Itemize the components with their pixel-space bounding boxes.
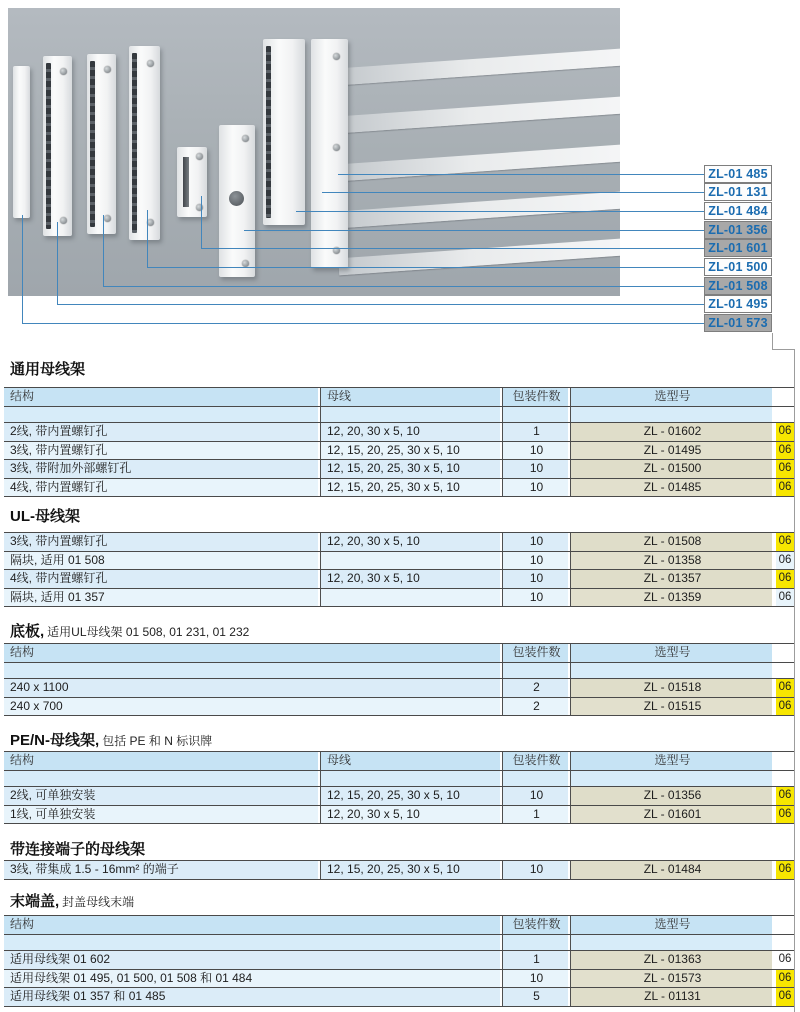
busbar-rail — [338, 48, 620, 85]
contact-strip — [266, 46, 271, 218]
cell-model-no: ZL - 01363 — [570, 951, 774, 969]
empty-subheader-cell — [4, 935, 502, 950]
cell-pack-qty: 10 — [502, 589, 570, 607]
cell-pack-qty: 1 — [502, 806, 570, 824]
table-row — [4, 679, 794, 698]
section-subtitle-text: 适用UL母线架 01 508, 01 231, 01 232 — [47, 625, 250, 639]
cell-busbar: 12, 20, 30 x 5, 10 — [320, 533, 502, 551]
callout-connector-line — [772, 349, 795, 350]
column-header-busbar: 母线 — [320, 388, 502, 406]
empty-subheader-cell — [320, 771, 502, 786]
leader-line — [244, 230, 704, 231]
section-title — [10, 838, 145, 859]
cell-page-ref: 06 — [774, 460, 794, 478]
busbar-rail — [338, 96, 620, 133]
leader-line — [147, 267, 704, 268]
cell-structure: 240 x 700 — [4, 698, 502, 716]
screw-icon — [104, 215, 111, 222]
cell-structure: 3线, 带集成 1.5 - 16mm² 的端子 — [4, 861, 320, 879]
table-row — [4, 644, 794, 663]
leader-line-vertical — [147, 210, 148, 267]
mounting-hole — [229, 191, 244, 206]
cell-structure: 隔块, 适用 01 357 — [4, 589, 320, 607]
empty-subheader-cell — [502, 663, 570, 678]
empty-subheader-cell — [570, 771, 774, 786]
contact-strip — [46, 63, 51, 229]
table-row — [4, 771, 794, 787]
table-row — [4, 970, 794, 989]
product-photo — [8, 8, 620, 296]
part-number-label: ZL-01 495 — [704, 295, 772, 313]
cell-pack-qty: 10 — [502, 533, 570, 551]
cell-pack-qty: 10 — [502, 479, 570, 497]
catalog-table — [4, 532, 794, 607]
cell-model-no: ZL - 01508 — [570, 533, 774, 551]
cell-busbar: 12, 20, 30 x 5, 10 — [320, 570, 502, 588]
screw-icon — [242, 260, 249, 267]
cell-structure: 3线, 带内置螺钉孔 — [4, 533, 320, 551]
cell-pack-qty: 1 — [502, 951, 570, 969]
table-row — [4, 479, 794, 498]
cell-page-ref: 06 — [774, 552, 794, 570]
cell-pack-qty: 2 — [502, 679, 570, 697]
cell-pack-qty: 10 — [502, 552, 570, 570]
section-title-text: 底板, — [10, 623, 45, 640]
cell-page-ref: 06 — [774, 533, 794, 551]
section-title — [10, 729, 212, 750]
header-spacer — [774, 771, 794, 786]
cell-page-ref: 06 — [774, 479, 794, 497]
screw-icon — [196, 153, 203, 160]
column-header-model-no: 选型号 — [570, 752, 774, 770]
header-spacer — [774, 388, 794, 406]
screw-icon — [147, 60, 154, 67]
table-row — [4, 935, 794, 951]
cell-page-ref: 06 — [774, 570, 794, 588]
busbar-support-4pole — [129, 46, 160, 240]
leader-line — [322, 192, 704, 193]
empty-subheader-cell — [4, 663, 502, 678]
cell-busbar: 12, 15, 20, 25, 30 x 5, 10 — [320, 479, 502, 497]
header-spacer — [774, 644, 794, 662]
leader-line — [201, 248, 704, 249]
cell-busbar — [320, 589, 502, 607]
section-title-text: 通用母线架 — [10, 361, 86, 378]
section-title — [10, 620, 249, 641]
empty-subheader-cell — [4, 407, 320, 422]
cell-page-ref: 06 — [774, 698, 794, 716]
header-spacer — [774, 407, 794, 422]
cell-model-no: ZL - 01573 — [570, 970, 774, 988]
cell-page-ref: 06 — [774, 423, 794, 441]
cell-model-no: ZL - 01359 — [570, 589, 774, 607]
table-row — [4, 589, 794, 608]
cell-busbar: 12, 15, 20, 25, 30 x 5, 10 — [320, 787, 502, 805]
leader-line-vertical — [201, 196, 202, 248]
contact-strip — [90, 61, 95, 227]
cell-structure: 1线, 可单独安装 — [4, 806, 320, 824]
column-header-pack-qty: 包装件数 — [502, 916, 570, 934]
cell-structure: 适用母线架 01 495, 01 500, 01 508 和 01 484 — [4, 970, 502, 988]
header-spacer — [774, 935, 794, 950]
empty-subheader-cell — [502, 935, 570, 950]
cell-busbar: 12, 15, 20, 25, 30 x 5, 10 — [320, 442, 502, 460]
slot — [183, 157, 189, 207]
cell-pack-qty: 10 — [502, 570, 570, 588]
cell-pack-qty: 1 — [502, 423, 570, 441]
cell-page-ref: 06 — [774, 679, 794, 697]
column-header-busbar: 母线 — [320, 752, 502, 770]
busbar-support-3pole — [87, 54, 116, 234]
section-title-text: UL-母线架 — [10, 508, 80, 525]
spacer-block — [177, 147, 207, 217]
cell-model-no: ZL - 01484 — [570, 861, 774, 879]
column-header-model-no: 选型号 — [570, 644, 774, 662]
cell-page-ref: 06 — [774, 589, 794, 607]
cell-structure: 适用母线架 01 357 和 01 485 — [4, 988, 502, 1006]
column-header-model-no: 选型号 — [570, 916, 774, 934]
part-number-label: ZL-01 508 — [704, 277, 772, 295]
empty-subheader-cell — [570, 663, 774, 678]
table-row — [4, 388, 794, 407]
empty-subheader-cell — [502, 771, 570, 786]
empty-subheader-cell — [570, 935, 774, 950]
column-header-structure: 结构 — [4, 388, 320, 406]
table-row — [4, 752, 794, 771]
section-title — [10, 890, 134, 911]
screw-icon — [104, 66, 111, 73]
cell-structure: 240 x 1100 — [4, 679, 502, 697]
catalog-table — [4, 915, 794, 1007]
busbar-rail — [338, 144, 620, 181]
column-header-pack-qty: 包装件数 — [502, 644, 570, 662]
cell-pack-qty: 2 — [502, 698, 570, 716]
screw-icon — [147, 219, 154, 226]
column-header-model-no: 选型号 — [570, 388, 774, 406]
cell-model-no: ZL - 01500 — [570, 460, 774, 478]
part-number-label: ZL-01 485 — [704, 165, 772, 183]
section-title-text: 末端盖, — [10, 893, 60, 910]
section-title-text: 带连接端子的母线架 — [10, 841, 146, 858]
leader-line-vertical — [103, 215, 104, 286]
cell-model-no: ZL - 01358 — [570, 552, 774, 570]
section-subtitle-text: 封盖母线末端 — [62, 895, 135, 909]
table-row — [4, 663, 794, 679]
part-number-label: ZL-01 131 — [704, 183, 772, 201]
section-subtitle-text: 包括 PE 和 N 标识牌 — [102, 734, 213, 748]
cell-model-no: ZL - 01515 — [570, 698, 774, 716]
cell-pack-qty: 10 — [502, 787, 570, 805]
cell-busbar: 12, 15, 20, 25, 30 x 5, 10 — [320, 460, 502, 478]
part-number-label: ZL-01 500 — [704, 258, 772, 276]
empty-subheader-cell — [4, 771, 320, 786]
table-row — [4, 552, 794, 571]
busbar-rail — [338, 191, 620, 228]
busbar-support-single — [219, 125, 255, 277]
screw-icon — [333, 53, 340, 60]
cell-page-ref: 06 — [774, 861, 794, 879]
empty-subheader-cell — [502, 407, 570, 422]
catalog-table — [4, 643, 794, 716]
table-row — [4, 988, 794, 1007]
leader-line — [103, 286, 704, 287]
screw-icon — [242, 135, 249, 142]
cell-model-no: ZL - 01495 — [570, 442, 774, 460]
cell-busbar: 12, 15, 20, 25, 30 x 5, 10 — [320, 861, 502, 879]
table-row — [4, 407, 794, 423]
cell-structure: 3线, 带附加外部螺钉孔 — [4, 460, 320, 478]
cell-model-no: ZL - 01485 — [570, 479, 774, 497]
cell-page-ref: 06 — [774, 970, 794, 988]
cell-structure: 隔块, 适用 01 508 — [4, 552, 320, 570]
cell-pack-qty: 10 — [502, 970, 570, 988]
table-row — [4, 787, 794, 806]
cell-structure: 2线, 可单独安装 — [4, 787, 320, 805]
table-row — [4, 533, 794, 552]
screw-icon — [60, 68, 67, 75]
cell-model-no: ZL - 01602 — [570, 423, 774, 441]
section-title-text: PE/N-母线架, — [10, 732, 100, 749]
table-row — [4, 951, 794, 970]
busbar-rail — [338, 238, 620, 275]
catalog-table — [4, 860, 794, 880]
section-title — [10, 505, 80, 526]
busbar-support-end-section — [13, 66, 30, 218]
empty-subheader-cell — [570, 407, 774, 422]
cell-structure: 2线, 带内置螺钉孔 — [4, 423, 320, 441]
busbar-support-2pole — [43, 56, 72, 236]
leader-line — [57, 304, 704, 305]
cell-pack-qty: 10 — [502, 861, 570, 879]
part-number-label: ZL-01 484 — [704, 202, 772, 220]
cell-page-ref: 06 — [774, 951, 794, 969]
header-spacer — [774, 752, 794, 770]
cell-pack-qty: 10 — [502, 460, 570, 478]
empty-subheader-cell — [320, 407, 502, 422]
table-row — [4, 861, 794, 880]
cell-busbar: 12, 20, 30 x 5, 10 — [320, 806, 502, 824]
column-header-pack-qty: 包装件数 — [502, 388, 570, 406]
cell-structure: 适用母线架 01 602 — [4, 951, 502, 969]
table-row — [4, 916, 794, 935]
leader-line — [338, 174, 704, 175]
table-row — [4, 460, 794, 479]
cell-page-ref: 06 — [774, 806, 794, 824]
cell-busbar: 12, 20, 30 x 5, 10 — [320, 423, 502, 441]
table-row — [4, 570, 794, 589]
cell-pack-qty: 10 — [502, 442, 570, 460]
cell-model-no: ZL - 01601 — [570, 806, 774, 824]
column-header-structure: 结构 — [4, 916, 502, 934]
header-spacer — [774, 663, 794, 678]
leader-line — [22, 323, 704, 324]
table-row — [4, 806, 794, 825]
catalog-table — [4, 751, 794, 824]
column-header-structure: 结构 — [4, 752, 320, 770]
cell-busbar — [320, 552, 502, 570]
catalog-table — [4, 387, 794, 497]
screw-icon — [333, 144, 340, 151]
busbar-support-mounted — [311, 39, 348, 268]
table-row — [4, 698, 794, 717]
screw-icon — [60, 217, 67, 224]
leader-line — [296, 211, 704, 212]
leader-line-vertical — [57, 222, 58, 304]
part-number-label: ZL-01 356 — [704, 221, 772, 239]
table-row — [4, 442, 794, 461]
leader-line-vertical — [22, 215, 23, 323]
header-spacer — [774, 916, 794, 934]
page-edge-rule — [794, 349, 795, 1012]
cell-page-ref: 06 — [774, 988, 794, 1006]
busbar-support-terminal — [263, 39, 305, 225]
cell-structure: 3线, 带内置螺钉孔 — [4, 442, 320, 460]
column-header-pack-qty: 包装件数 — [502, 752, 570, 770]
cell-structure: 4线, 带内置螺钉孔 — [4, 570, 320, 588]
cell-model-no: ZL - 01131 — [570, 988, 774, 1006]
cell-pack-qty: 5 — [502, 988, 570, 1006]
cell-page-ref: 06 — [774, 442, 794, 460]
cell-structure: 4线, 带内置螺钉孔 — [4, 479, 320, 497]
part-number-label: ZL-01 601 — [704, 239, 772, 257]
cell-model-no: ZL - 01356 — [570, 787, 774, 805]
section-title — [10, 358, 85, 379]
cell-page-ref: 06 — [774, 787, 794, 805]
contact-strip — [132, 53, 137, 233]
part-number-label: ZL-01 573 — [704, 314, 772, 332]
table-row — [4, 423, 794, 442]
cell-model-no: ZL - 01518 — [570, 679, 774, 697]
column-header-structure: 结构 — [4, 644, 502, 662]
callout-connector-line — [772, 333, 773, 350]
cell-model-no: ZL - 01357 — [570, 570, 774, 588]
